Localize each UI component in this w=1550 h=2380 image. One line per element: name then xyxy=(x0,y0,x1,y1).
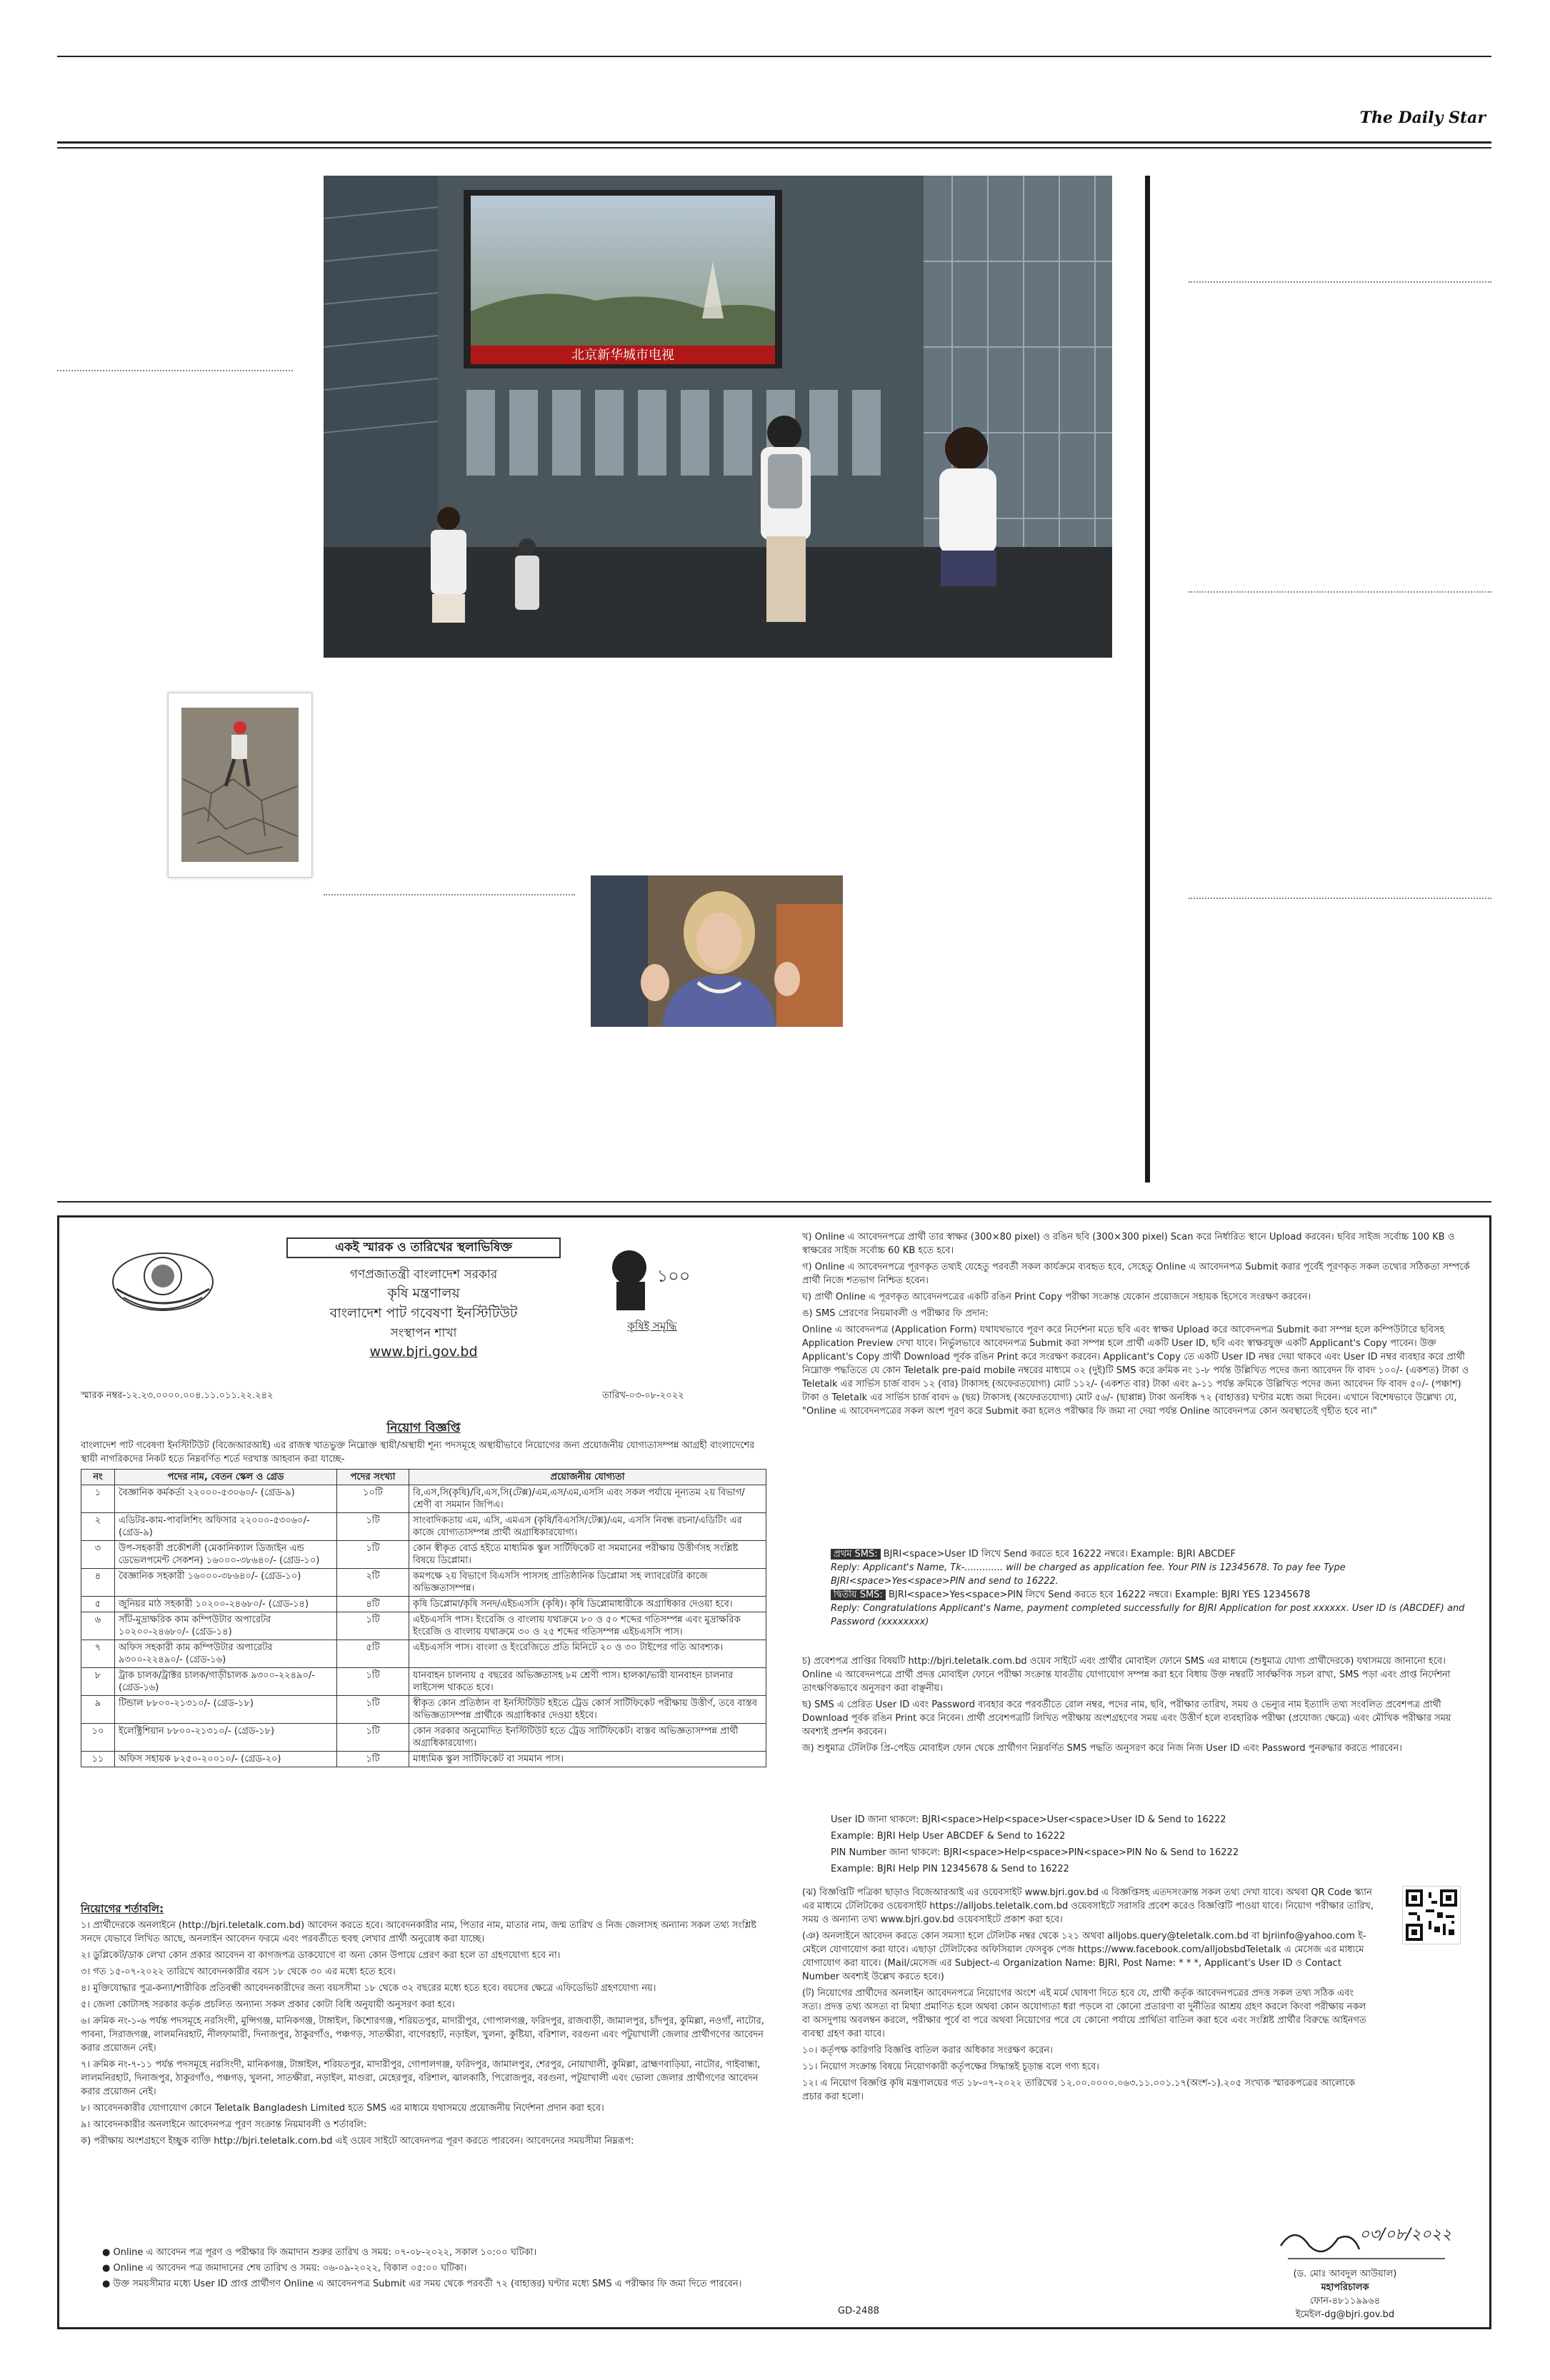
notice-item: Online এ আবেদনপত্র (Application Form) যথাযথভাবে পূরণ করে নির্দেশনা মতে ছবি এবং স্বাক্ষর Upload করে আবেদনপত্র Submit করা সম্পন্ন হলে কম্পিউটারে ছবিসহ Application Preview দেখা যাবে। নির্ভুলভাবে আবেদনপত্র Submit করা সম্পন্ন হলে প্রার্থী একটি User ID, ছবি এবং স্বাক্ষরযুক্ত একটি Applicant's Copy পাবেন। উক্ত Applicant's Copy প্রার্থী Download পূর্বক রঙিন Print করে সংরক্ষণ করবেন। Applicant's Copy তে একটি User ID নম্বর দেয়া থাকবে এবং User ID নম্বর ব্যবহার করে প্রার্থী নিম্নোক্ত পদ্ধতিতে যে কোন Teletalk pre-paid mobile নম্বরের মাধ্যমে ০২ (দুই)টি SMS করে ক্রমিক নং ১-৮ পর্যন্ত উল্লিখিত পদের জন্য আবেদন ফি বাবদ ১০০/- (একশত) টাকা ও Teletalk এর সার্ভিস চার্জ বাবদ ১২ (বার) টাকাসহ (অফেরতযোগ্য) মোট ১১২/- (একশত বার) টাকা এবং ৯-১১ পর্যন্ত ক্রমিকে উল্লিখিত পদের জন্য আবেদন ফি বাবদ ৫০/- (পঞ্চাশ) টাকা ও Teletalk এর সার্ভিস চার্জ বাবদ ৬ (ছয়) টাকাসহ (অফেরতযোগ্য) মোট ৫৬/- (ছাপ্পান্ন) টাকা অনধিক ৭২ (বাহাত্তর) ঘণ্টার মধ্যে জমা দিবেন। এখানে বিশেষভাবে উল্লেখ্য যে, "Online এ আবেদনপত্রের সকল অংশ পূরণ করে Submit করা হলেও পরীক্ষার ফি জমা না দেয়া পর্যন্ত Online আবেদনপত্র কোন অবস্থাতেই গৃহীত হবে না।" xyxy=(802,1325,1469,1417)
condition-item: ক) পরীক্ষায় অংশগ্রহণে ইচ্ছুক ব্যক্তি http://bjri.teletalk.com.bd এই ওয়েব সাইটে আবেদনপত্র পূরণ করতে পারবেন। আবেদনের সময়সীমা নিম্নরূপ: xyxy=(81,2136,634,2146)
svg-text:北京新华城市电视: 北京新华城市电视 xyxy=(571,348,674,363)
row-serial: ১১ xyxy=(81,1752,115,1767)
row-qualification: স্বীকৃত কোন প্রতিষ্ঠান বা ইনস্টিটিউট হইতে ট্রেড কোর্স সার্টিফিকেট পরীক্ষায় উত্তীর্ণ, তবে বাস্তব অভিজ্ঞতাসম্পন্ন প্রার্থীকে অগ্রাধিকার দেওয়া হইবে। xyxy=(409,1696,766,1724)
right-items-3 xyxy=(802,1886,1374,2107)
masthead-logo: The Daily Star xyxy=(1359,109,1486,127)
memo-number: স্মারক নম্বর-১২.২৩.০০০০.০০৪.১১.০১১.২২.২৪২ xyxy=(81,1390,274,1401)
condition-item: ৩। গত ১৫-০৭-২০২২ তারিখে আবেদনকারীর বয়স ১৮ থেকে ৩০ এর মধ্যে হতে হবে। xyxy=(81,1967,396,1977)
table-row xyxy=(81,1724,766,1752)
signatory-title: মহাপরিচালক xyxy=(1321,2282,1369,2293)
qr-code[interactable] xyxy=(1402,1886,1461,1944)
table-row xyxy=(81,1485,766,1513)
vertical-column-rule xyxy=(1145,176,1150,1183)
notice-item: ১২। এ নিয়োগ বিজ্ঞপ্তি কৃষি মন্ত্রণালয়ের গত ১৮-০৭-২০২২ তারিখের ১২.০০.০০০০.০৬৩.১১.০০১.১৭(অংশ-১).২০৫ সংখ্যক স্মারকপত্রের আলোকে প্রচার করা হলো। xyxy=(802,2078,1356,2102)
row-serial: ৩ xyxy=(81,1541,115,1569)
row-count: ২টি xyxy=(337,1569,409,1597)
small-left-photo xyxy=(168,693,312,878)
row-qualification: সাংবাদিকতায় এম, এসি, এমএস (কৃষি/বিএসসি/টেক্স)/এম, এসসি নিবন্ধ রচনা/এডিটিং এর কাজে যোগ্যতাসম্পন্ন প্রার্থী অগ্রাধিকারযোগ্য। xyxy=(409,1513,766,1541)
row-post: ট্রাক চালক/ট্রাক্টর চালক/গাড়ীচালক ৯৩০০-২২৪৯০/- (গ্রেড-১৬) xyxy=(115,1668,337,1696)
ministry-line: কৃষি মন্ত্রণালয় xyxy=(387,1285,460,1301)
row-post: ইলেক্ট্রিশিয়ান ৮৮০০-২১৩১০/- (গ্রেড-১৮) xyxy=(115,1724,337,1752)
row-qualification: কোন স্বীকৃত বোর্ড হইতে মাধ্যমিক স্কুল সার্টিফিকেট বা সমমানের পরীক্ষায় উত্তীর্ণসহ সংশ্লিষ্ট বিষয়ে ডিপ্লোমা। xyxy=(409,1541,766,1569)
deadlines-list xyxy=(102,2246,766,2293)
table-row xyxy=(81,1696,766,1724)
bullet-icon: ● xyxy=(102,2263,114,2274)
col-qualification: প্রয়োজনীয় যোগ্যতা xyxy=(409,1470,766,1485)
right-items xyxy=(802,1230,1474,1421)
notice-item: জ) শুধুমাত্র টেলিটক প্রি-পেইড মোবাইল ফোন থেকে প্রার্থীগণ নিম্নবর্ণিত SMS পদ্ধতি অনুসরণ করে নিজ নিজ User ID এবং Password পুনরুদ্ধার করতে পারবেন। xyxy=(802,1743,1402,1754)
table-row xyxy=(81,1752,766,1767)
mid-col-divider xyxy=(324,894,575,895)
table-row xyxy=(81,1597,766,1612)
row-post: উপ-সহকারী প্রকৌশলী (মেকানিক্যাল ডিজাইন এন্ড ডেভেলপমেন্ট সেকশন) ১৬০০০-৩৮৬৪০/- (গ্রেড-১০) xyxy=(115,1541,337,1569)
row-post: বৈজ্ঞানিক সহকারী ১৬০০০-৩৮৬৪০/- (গ্রেড-১০) xyxy=(115,1569,337,1597)
sms1-reply: Reply: Applicant's Name, Tk-............. will be charged as application fee. Your PIN is 12345678. To pay fee Type BJRI<space>Yes<space>PIN and send to 16222. xyxy=(831,1562,1346,1587)
table-row xyxy=(81,1541,766,1569)
main-photo xyxy=(324,176,1112,658)
signature-date: ০৩/০৮/২০২২ xyxy=(1359,2226,1452,2244)
userid-line: Example: BJRI Help PIN 12345678 & Send to 16222 xyxy=(831,1864,1069,1874)
row-count: ১টি xyxy=(337,1668,409,1696)
deadline-text: Online এ আবেদন পত্র জমাদানের শেষ তারিখ ও সময়: ০৬-০৯-২০২২, বিকাল ০৫:০০ ঘটিকা। xyxy=(113,2263,467,2274)
row-count: ৪টি xyxy=(337,1597,409,1612)
gd-code: GD-2488 xyxy=(838,2306,879,2316)
row-qualification: কোন সরকার অনুমোদিত ইনস্টিটিউট হতে ট্রেড সার্টিফিকেট। বাস্তব অভিজ্ঞতাসম্পন্ন প্রার্থী অগ্রাধিকারযোগ্য। xyxy=(409,1724,766,1752)
signatory-email[interactable]: ইমেইল-dg@bjri.gov.bd xyxy=(1295,2309,1395,2320)
userid-lines xyxy=(831,1813,1474,1879)
row-count: ১টি xyxy=(337,1513,409,1541)
notice-item: ঘ) প্রার্থী Online এ পূরণকৃত আবেদনপত্রের একটি রঙিন Print Copy পরীক্ষা সংক্রান্ত যেকোন প্রয়োজনে সহায়ক হিসেবে সংরক্ষণ করবেন। xyxy=(802,1292,1311,1302)
table-row xyxy=(81,1640,766,1668)
website-link[interactable]: www.bjri.gov.bd xyxy=(369,1344,478,1360)
condition-item: ২। ডুপ্লিকেট/ডাক লেখা কোন প্রকার আবেদন বা কাগজপত্র ডাকযোগে বা অন্য কোন উপায়ে প্রেরণ করা হলে তা গ্রহণযোগ্য হবে না। xyxy=(81,1950,561,1961)
conditions-list xyxy=(81,1919,766,2151)
sms-section xyxy=(831,1547,1474,1629)
row-serial: ১০ xyxy=(81,1724,115,1752)
condition-item: ৫। জেলা কোটাসহ সরকার কর্তৃক প্রচলিত অন্যান্য সকল প্রকার কোটা বিধি অনুযায়ী অনুসরণ করা হবে। xyxy=(81,1999,455,2010)
sms2-line xyxy=(831,1588,1474,1602)
right-col-divider-2 xyxy=(1189,591,1491,593)
deadline-item xyxy=(102,2261,766,2275)
notice-item: খ) Online এ আবেদনপত্রে প্রার্থী তার স্বাক্ষর (300×80 pixel) ও রঙিন ছবি (300×300 pixel) Scan করে নির্ধারিত স্থানে Upload করবেন। ছবির সাইজ সর্বোচ্চ 100 KB ও স্বাক্ষরের সাইজ সর্বোচ্চ 60 KB হতে হবে। xyxy=(802,1232,1455,1256)
institute-line: বাংলাদেশ পাট গবেষণা ইনস্টিটিউট xyxy=(329,1305,518,1321)
row-post: বৈজ্ঞানিক কর্মকর্তা ২২০০০-৫৩০৬০/- (গ্রেড-৯) xyxy=(115,1485,337,1513)
notice-item: গ) Online এ আবেদনপত্রে পূরণকৃত তথ্যই যেহেতু পরবর্তী সকল কার্যক্রমে ব্যবহৃত হবে, সেহেতু Online এ আবেদনপত্র Submit করার পূর্বেই পূরণকৃত সকল তথ্যের সঠিকতা সম্পর্কে প্রার্থী নিজে শতভাগ নিশ্চিত হবেন। xyxy=(802,1262,1470,1286)
row-serial: ২ xyxy=(81,1513,115,1541)
row-qualification: মাধ্যমিক স্কুল সার্টিফিকেট বা সমমান পাস। xyxy=(409,1752,766,1767)
top-rule xyxy=(57,56,1491,57)
svg-text:১০০: ১০০ xyxy=(656,1266,691,1286)
row-count: ১টি xyxy=(337,1541,409,1569)
sms2-label: দ্বিতীয় SMS: xyxy=(831,1590,886,1600)
memo-date: তারিখ-০৩-০৮-২০২২ xyxy=(602,1390,684,1401)
deadline-text: Online এ আবেদন পত্র পূরণ ও পরীক্ষার ফি জমাদান শুরুর তারিখ ও সময়: ০৭-০৮-২০২২, সকাল ১০:০০ ঘটিকা। xyxy=(113,2247,537,2258)
row-post: এডিটর-কাম-পাবলিশিং অফিসার ২২০০০-৫৩০৬০/- (গ্রেড-৯) xyxy=(115,1513,337,1541)
sms1-text: BJRI<space>User ID লিখে Send করতে হবে 16222 নম্বরে। Example: BJRI ABCDEF xyxy=(883,1549,1236,1560)
row-serial: ৬ xyxy=(81,1612,115,1640)
notice-item: (ট) নিয়োগের প্রার্থীদের অনলাইন আবেদনপত্রে নিয়োগের অংশে এই মর্মে ঘোষণা দিতে হবে যে, প্রার্থী কর্তৃক আবেদনপত্রের প্রদত্ত সকল তথ্য সঠিক এবং সত্য। প্রদত্ত তথ্য অসত্য বা মিথ্যা প্রমাণিত হলে অথবা কোন অযোগ্যতা ধরা পড়লে বা কোনো প্রতারণা বা দুর্নীতির আশ্রয় গ্রহণ করলে কিংবা পরীক্ষায় নকল বা অসদুপায় অবলম্বন করলে, পরীক্ষার পূর্বে বা পরে অথবা নিয়োগের পরে যে কোনো পর্যায়ে প্রার্থিতা বাতিল করা হবে এবং সংশ্লিষ্ট প্রার্থীর বিরুদ্ধে আইনগত ব্যবস্থা গ্রহণ করা যাবে। xyxy=(802,1988,1366,2039)
top-box: একই স্মারক ও তারিখের স্থলাভিষিক্ত xyxy=(286,1237,561,1258)
posts-table xyxy=(81,1469,766,1767)
row-qualification: এইচএসসি পাস। ইংরেজি ও বাংলায় যথাক্রমে ৮০ ও ৫০ শব্দের গতিসম্পন্ন এবং মুদ্রাক্ষরিক ইংরেজি ও বাংলায় যথাক্রমে ৩০ ও ২৫ শব্দের গতিসম্পন্ন এইচএসসি পাস। xyxy=(409,1612,766,1640)
col-post: পদের নাম, বেতন স্কেল ও গ্রেড xyxy=(115,1470,337,1485)
notice-intro: বাংলাদেশ পাট গবেষণা ইনস্টিটিউট (বিজেআরআই) এর রাজস্ব খাতভুক্ত নিম্নোক্ত স্থায়ী/অস্থায়ী শূন্য পদসমূহে অস্থায়ীভাবে নিয়োগের জন্য প্রয়োজনীয় যোগ্যতাসম্পন্ন আগ্রহী বাংলাদেশের স্থায়ী নাগরিকদের নিকট হতে নিম্নবর্ণিত শর্তে দরখাস্ত আহবান করা যাচ্ছে- xyxy=(81,1440,755,1465)
row-qualification: এইচএসসি পাস। বাংলা ও ইংরেজিতে প্রতি মিনিটে ২০ ও ৩০ টাইপের গতি আবশ্যক। xyxy=(409,1640,766,1668)
sms2-text: BJRI<space>Yes<space>PIN লিখে Send করতে হবে 16222 নম্বরে। Example: BJRI YES 12345678 xyxy=(888,1590,1311,1600)
condition-item: ৯। আবেদনকারীর অনলাইনে আবেদনপত্র পূরণ সংক্রান্ত নিয়মাবলী ও শর্তাবলি: xyxy=(81,2119,367,2130)
masthead-rule-1 xyxy=(57,141,1491,144)
notice-item: (ঝ) বিজ্ঞপ্তিটি পত্রিকা ছাড়াও বিজেআরআই এর ওয়েবসাইট www.bjri.gov.bd এ বিজ্ঞপ্তিসহ এতদসংক্রান্ত সকল তথ্য দেখা যাবে। অথবা QR Code স্ক্যান এর মাধ্যমে টেলিটকের ওয়েবসাইট https://alljobs.teletalk.com.bd ওয়েবসাইটে সরাসরি প্রবেশ করেও বিজ্ঞপ্তিটি পাওয়া যাবে। নিয়োগ পরীক্ষার তারিখ, সময় ও অন্যান্য তথ্য www.bjri.gov.bd ওয়েবসাইটে প্রকাশ করা হবে। xyxy=(802,1887,1374,1925)
row-serial: ৫ xyxy=(81,1597,115,1612)
condition-item: ৬। ক্রমিক নং-১-৬ পর্যন্ত পদসমূহে নরসিংদী, মুন্সিগঞ্জ, মানিকগঞ্জ, টাঙ্গাইল, কিশোরগঞ্জ, শরিয়তপুর, মাদারীপুর, গোপালগঞ্জ, ফরিদপুর, রাজবাড়ী, জামালপুর, চাঁদপুর, কুমিল্লা, নওগাঁ, নাটোর, পাবনা, সিরাজগঞ্জ, লালমনিরহাট, নীলফামারী, দিনাজপুর, ঠাকুরগাঁও, পঞ্চগড়, সাতক্ষীরা, বাগেরহাট, নড়াইল, খুলনা, কুষ্টিয়া, বরিশাল, বরগুনা এবং পটুয়াখালী জেলার প্রার্থীগণের আবেদন করার প্রয়োজন নেই। xyxy=(81,2016,764,2054)
signatory-name: (ড. মোঃ আবদুল আউয়াল) xyxy=(1293,2269,1397,2279)
condition-item: ১। প্রার্থীদেরকে অনলাইনে (http://bjri.teletalk.com.bd) আবেদন করতে হবে। আবেদনকারীর নাম, পিতার নাম, মাতার নাম, জন্ম তারিখ ও নিজ জেলাসহ অন্যান্য সকল তথ্য সংশ্লিষ্ট সনদে যেভাবে লিখিত আছে, অনলাইন আবেদন ফরমে এবং পরবর্তীতে হুবহু লেখার প্রার্থী অনুরোধ করা যাচ্ছে। xyxy=(81,1920,757,1944)
table-row xyxy=(81,1668,766,1696)
right-items-2 xyxy=(802,1655,1474,1758)
signatory-phone: ফোন-৪৮১১৯৯৬৪ xyxy=(1309,2296,1381,2306)
notice-item: ১১। নিয়োগ সংক্রান্ত বিষয়ে নিয়োগকারী কর্তৃপক্ষের সিদ্ধান্তই চূড়ান্ত বলে গণ্য হবে। xyxy=(802,2062,1099,2072)
userid-line: User ID জানা থাকলে: BJRI<space>Help<space>User<space>User ID & Send to 16222 xyxy=(831,1814,1226,1825)
gov-line: গণপ্রজাতন্ত্রী বাংলাদেশ সরকার xyxy=(349,1267,498,1282)
notice-item: ছ) SMS এ প্রেরিত User ID এবং Password ব্যবহার করে পরবর্তীতে রোল নম্বর, পদের নাম, ছবি, পরীক্ষার তারিখ, সময় ও ভেন্যুর নাম ইত্যাদি তথ্য সংবলিত প্রবেশপত্র প্রার্থী Download পূর্বক রঙিন Print করে নিবেন। প্রার্থী প্রবেশপত্রটি লিখিত পরীক্ষায় অংশগ্রহণের সময় এবং উত্তীর্ণ হলে ব্যবহারিক পরীক্ষা (প্রযোজ্য ক্ষেত্রে) এবং মৌখিক পরীক্ষার সময় অবশ্যই প্রদর্শন করবেন। xyxy=(802,1699,1451,1737)
bullet-icon: ● xyxy=(102,2247,114,2258)
bjri-logo xyxy=(109,1246,216,1325)
row-count: ৫টি xyxy=(337,1640,409,1668)
row-post: টিন্ডাল ৮৮০০-২১৩১০/- (গ্রেড-১৮) xyxy=(115,1696,337,1724)
right-col-divider-1 xyxy=(1189,281,1491,283)
row-count: ১টি xyxy=(337,1696,409,1724)
right-col-divider-3 xyxy=(1189,898,1491,899)
row-qualification: বি,এস,সি(কৃষি)/বি,এস,সি(টেক্স)/এম,এস/এম,এসসি এবং সকল পর্যায়ে নূন্যতম ২য় বিভাগ/শ্রেণী বা সমমান জিপিএ। xyxy=(409,1485,766,1513)
row-post: অফিস সহকারী কাম কম্পিউটার অপারেটর ৯৩০০-২২৪৯০/- (গ্রেড-১৬) xyxy=(115,1640,337,1668)
sms2-reply: Reply: Congratulations Applicant's Name, payment completed successfully for BJRI Application for post xxxxxx. User ID is (ABCDEF) and Password (xxxxxxxx) xyxy=(831,1603,1465,1627)
notice-item: ঙ) SMS প্রেরণের নিয়মাবলী ও পরীক্ষার ফি প্রদান: xyxy=(802,1308,989,1319)
table-row xyxy=(81,1569,766,1597)
masthead-rule-2 xyxy=(57,147,1491,149)
deadline-text: উক্ত সময়সীমার মধ্যে User ID প্রাপ্ত প্রার্থীগণ Online এ আবেদনপত্র Submit এর সময় থেকে পরবর্তী ৭২ (বাহাত্তর) ঘণ্টার মধ্যে SMS এ পরীক্ষার ফি জমা দিতে পারবেন। xyxy=(113,2279,742,2289)
sms1-label: প্রথম SMS: xyxy=(831,1549,881,1560)
branch-line: সংস্থাপন শাখা xyxy=(390,1326,457,1340)
userid-line: PIN Number জানা থাকলে: BJRI<space>Help<space>PIN<space>PIN No & Send to 16222 xyxy=(831,1847,1239,1858)
row-serial: ৪ xyxy=(81,1569,115,1597)
bullet-icon: ● xyxy=(102,2279,114,2289)
row-count: ১টি xyxy=(337,1752,409,1767)
col-serial: নং xyxy=(81,1470,115,1485)
row-serial: ৯ xyxy=(81,1696,115,1724)
conditions-title: নিয়োগের শর্তাবলি: xyxy=(81,1902,164,1915)
row-post: জুনিয়র মাঠ সহকারী ১০২০০-২৪৬৮০/- (গ্রেড-১৪) xyxy=(115,1597,337,1612)
row-serial: ৮ xyxy=(81,1668,115,1696)
condition-item: ৭। ক্রমিক নং-৭-১১ পর্যন্ত পদসমূহে নরসিংদী, মানিকগঞ্জ, টাঙ্গাইল, শরিয়তপুর, মাদারীপুর, গোপালগঞ্জ, ফরিদপুর, জামালপুর, শেরপুর, নোয়াখালী, কুমিল্লা, ব্রাহ্মণবাড়িয়া, নাটোর, গাইবান্ধা, লালমনিরহাট, দিনাজপুর, ঠাকুরগাঁও, পঞ্চগড়, খুলনা, সাতক্ষীরা, নড়াইল, মাগুরা, মেহেরপুর, বরিশাল, ঝালকাঠি, পিরোজপুর, বরগুনা, পটুয়াখালী এবং ভোলা জেলার প্রার্থীগণের আবেদন করার প্রয়োজন নেই। xyxy=(81,2059,761,2097)
table-row xyxy=(81,1513,766,1541)
notice-title: নিয়োগ বিজ্ঞপ্তি xyxy=(386,1421,461,1435)
condition-item: ৮। আবেদনকারীর যোগাযোগ কোনে Teletalk Bangladesh Limited হতে SMS এর মাধ্যমে যথাসময়ে প্রয়োজনীয় নির্দেশনা প্রদান করা হবে। xyxy=(81,2103,604,2114)
portrait-photo xyxy=(591,875,843,1027)
table-row xyxy=(81,1612,766,1640)
row-count: ১টি xyxy=(337,1612,409,1640)
row-qualification: কমপক্ষে ২য় বিভাগে বিএসসি পাসসহ প্রাতিষ্ঠানিক ডিপ্লোমা সহ ল্যাবরেটরি কাজে অভিজ্ঞতাসম্পন্ন। xyxy=(409,1569,766,1597)
row-serial: ৭ xyxy=(81,1640,115,1668)
row-post: সাঁট-মুদ্রাক্ষরিক কাম কম্পিউটার অপারেটর ১০২০০-২৪৬৮০/- (গ্রেড-১৪) xyxy=(115,1612,337,1640)
deadline-item xyxy=(102,2246,766,2259)
mujib-caption: কৃষিই সমৃদ্ধি xyxy=(627,1320,677,1332)
row-qualification: কৃষি ডিপ্লোমা/কৃষি সনদ/এইচএসসি (কৃষি)। কৃষি ডিপ্লোমাধারীকে অগ্রাধিকার দেওয়া হবে। xyxy=(409,1597,766,1612)
mujib-logo xyxy=(602,1239,702,1317)
notice-item: ১০। কর্তৃপক্ষ কারিগরি বিজ্ঞপ্তি বাতিল করার অধিকার সংরক্ষণ করেন। xyxy=(802,2045,1053,2056)
section-bottom-rule xyxy=(57,1201,1491,1202)
row-qualification: যানবাহন চালনায় ৫ বছরের অভিজ্ঞতাসহ ৮ম শ্রেণী পাস। হালকা/ভারী যানবাহন চালনার লাইসেন্স থাকতে হবে। xyxy=(409,1668,766,1696)
row-serial: ১ xyxy=(81,1485,115,1513)
notice-item: (ঞ) অনলাইনে আবেদন করতে কোন সমস্যা হলে টেলিটক নম্বর থেকে ১২১ অথবা alljobs.query@teletalk.com.bd বা bjriinfo@yahoo.com ই-মেইলে যোগাযোগ করা যাবে। এছাড়া টেলিটকের অফিসিয়াল ফেসবুক পেজ https://www.facebook.com/alljobsbdTeletalk এ মেসেজ এর মাধ্যমে যোগাযোগ করা যাবে। (Mail/মেসেজ এর Subject-এ Organization Name: BJRI, Post Name: * * *, Applicant's User ID ও Contact Number অবশ্যই উল্লেখ করতে হবে।) xyxy=(802,1931,1366,1982)
deadline-item xyxy=(102,2277,766,2291)
userid-line: Example: BJRI Help User ABCDEF & Send to 16222 xyxy=(831,1831,1066,1842)
notice-item: চ) প্রবেশপত্র প্রাপ্তির বিষয়টি http://bjri.teletalk.com.bd ওয়েব সাইটে এবং প্রার্থীর মোবাইল ফোনে SMS এর মাধ্যমে (শুধুমাত্র যোগ্য প্রার্থীদেরকে) যথাসময়ে জানানো হবে। Online এ আবেদনপত্রে প্রার্থী প্রদত্ত মোবাইল ফোনে পরীক্ষা সংক্রান্ত যাবতীয় যোগাযোগ সম্পন্ন করা হবে বিধায় উক্ত নম্বরটি সার্বক্ষণিক সচল রাখা, SMS পড়া এবং প্রাপ্ত নির্দেশনা তাৎক্ষণিকভাবে অনুসরণ করা বাঞ্ছনীয়। xyxy=(802,1656,1451,1694)
job-notice-ad xyxy=(57,1215,1491,2329)
sms1-line xyxy=(831,1547,1474,1561)
condition-item: ৪। মুক্তিযোদ্ধার পুত্র-কন্যা/শারীরিক প্রতিবন্ধী আবেদনকারীদের জন্য বয়সসীমা ১৮ থেকে ৩২ বছরের মধ্যে হতে হবে। বয়সের ক্ষেত্রে এফিডেভিট গ্রহণযোগ্য নয়। xyxy=(81,1983,656,1994)
row-count: ১টি xyxy=(337,1724,409,1752)
row-count: ১০টি xyxy=(337,1485,409,1513)
left-col-divider xyxy=(57,370,293,371)
col-count: পদের সংখ্যা xyxy=(337,1470,409,1485)
row-post: অফিস সহায়ক ৮২৫০-২০০১০/- (গ্রেড-২০) xyxy=(115,1752,337,1767)
